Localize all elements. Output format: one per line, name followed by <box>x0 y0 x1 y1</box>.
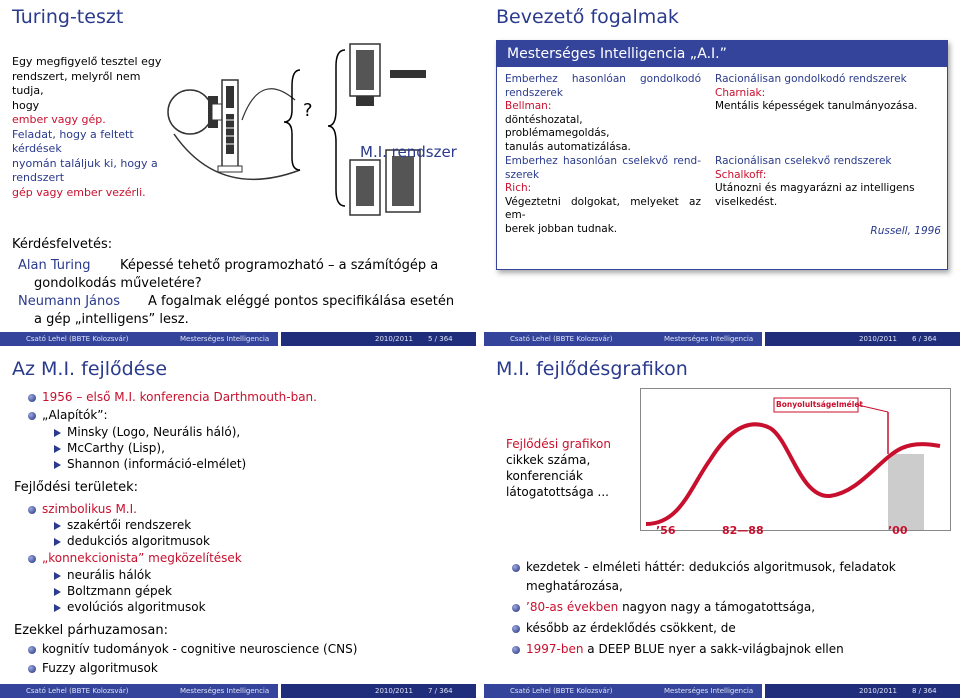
slide-title: Bevezető fogalmak <box>496 6 679 28</box>
desc-line: konferenciák <box>506 469 583 483</box>
item-text: Shannon (információ-elmélet) <box>67 457 247 471</box>
turing-test-illustration <box>160 30 460 230</box>
ai-definitions-block <box>496 40 948 270</box>
cell-act-rational <box>715 155 943 209</box>
q2-text-a: A fogalmak eléggé pontos specifikálása esetén <box>148 294 455 309</box>
bullet-icon <box>512 564 520 572</box>
item-text: evolúciós algoritmusok <box>67 600 206 614</box>
item-text: „Alapítók”: <box>42 408 108 422</box>
intro-line: rendszert, melyről nem tudja, <box>12 69 141 97</box>
item-text: szimbolikus M.I. <box>42 502 137 516</box>
slide-title: Az M.I. fejlődése <box>12 358 168 380</box>
slide-ai-development <box>0 352 476 698</box>
footer-course: Mesterséges Intelligencia <box>180 335 270 343</box>
cell-line: rendszerek <box>505 86 563 99</box>
slide-footer <box>0 332 476 346</box>
cell-author: Rich: <box>505 182 532 194</box>
footer-page: 6 / 364 <box>912 335 937 343</box>
sub-item <box>54 425 240 439</box>
cell-line: Emberhez hasonlóan gondolkodó <box>505 73 701 85</box>
footer-author: Csató Lehel (BBTE Kolozsvár) <box>26 335 129 343</box>
list-item <box>28 408 108 422</box>
bullet-icon <box>28 412 36 420</box>
cell-line: Racionálisan cselekvő rendszerek <box>715 155 892 167</box>
item-text: ’80-as években <box>526 600 619 614</box>
mi-system-label: M.I. rendszer <box>360 143 457 161</box>
cell-author: Charniak: <box>715 86 766 99</box>
x-label: 82—88 <box>722 524 764 537</box>
list-item <box>28 642 357 656</box>
q2-text-b: a gép „intelligens” lesz. <box>34 312 189 327</box>
item-text: dedukciós algoritmusok <box>67 534 210 548</box>
item-text: a DEEP BLUE nyer a sakk-világbajnok ellen <box>583 642 844 656</box>
footer-page: 8 / 364 <box>912 687 937 695</box>
cell-think-rational <box>715 73 943 114</box>
cell-line: tanulás automatizálása. <box>505 140 631 153</box>
triangle-bullet-icon <box>54 522 61 530</box>
item-text: „konnekcionista” megközelítések <box>42 551 242 565</box>
slide-title: M.I. fejlődésgrafikon <box>496 358 688 380</box>
cell-line: Emberhez hasonlóan cselekvő rend- <box>505 155 701 167</box>
development-curve <box>640 388 952 532</box>
complexity-label: Bonyolultságelmélet <box>776 400 864 409</box>
triangle-bullet-icon <box>54 604 61 612</box>
slide-turing-test <box>0 0 476 346</box>
citation: Russell, 1996 <box>870 225 941 237</box>
footer-year: 2010/2011 <box>375 687 413 695</box>
footer-author: Csató Lehel (BBTE Kolozsvár) <box>510 687 613 695</box>
list-item <box>512 642 844 656</box>
item-text: nagyon nagy a támogatottsága, <box>618 600 816 614</box>
triangle-bullet-icon <box>54 572 61 580</box>
cell-think-human <box>505 73 701 154</box>
item-text: kognitív tudományok - cognitive neuroscience (CNS) <box>42 642 358 656</box>
section-label: Fejlődési területek: <box>14 480 139 495</box>
shaded-region <box>888 454 924 530</box>
cell-line: szerek <box>505 168 540 181</box>
slide-footer <box>484 684 960 698</box>
slide-basic-concepts <box>484 0 960 346</box>
triangle-bullet-icon <box>54 445 61 453</box>
sub-item <box>54 584 172 598</box>
item-text: Fuzzy algoritmusok <box>42 661 158 675</box>
slide-footer <box>484 332 960 346</box>
cell-author: Bellman: <box>505 100 552 112</box>
bullet-icon <box>28 646 36 654</box>
intro-line: gép vagy ember vezérli. <box>12 185 146 199</box>
graph-description <box>506 436 636 500</box>
list-item <box>512 621 736 635</box>
question-mark: ? <box>303 100 313 121</box>
bullet-icon <box>28 394 36 402</box>
sub-item <box>54 441 165 455</box>
cell-line: Mentális képességek tanulmányozása. <box>715 100 918 112</box>
cell-line: viselkedést. <box>715 195 778 208</box>
footer-year: 2010/2011 <box>375 335 413 343</box>
list-item <box>28 502 137 516</box>
item-text: 1956 – első M.I. konferencia Darthmouth-ban. <box>42 390 317 404</box>
intro-line: Egy megfigyelő tesztel egy <box>12 55 162 68</box>
cell-act-human <box>505 155 701 236</box>
item-text: 1997-ben <box>526 642 584 656</box>
q1-text-a: Képessé tehető programozható – a számítógép a <box>120 258 439 273</box>
item-text: Minsky (Logo, Neurális háló), <box>67 425 241 439</box>
section-label: Ezekkel párhuzamosan: <box>14 623 168 638</box>
bullet-icon <box>28 506 36 514</box>
intro-line: ember vagy gép. <box>12 113 106 126</box>
q1-text-b: gondolkodás műveletére? <box>34 276 202 291</box>
item-text: neurális hálók <box>67 568 152 582</box>
intro-line: Feladat, hogy a feltett kérdések <box>12 127 134 155</box>
slide-title: Turing-teszt <box>12 6 124 28</box>
slide-ai-development-graph <box>484 352 960 698</box>
desc-line: cikkek száma, <box>506 453 591 467</box>
bullet-icon <box>28 665 36 673</box>
list-item <box>512 560 896 574</box>
item-text: kezdetek - elméleti háttér: dedukciós algoritmusok, feladatok <box>526 560 896 574</box>
sub-item <box>54 457 246 471</box>
footer-course: Mesterséges Intelligencia <box>664 687 754 695</box>
desc-line: látogatottsága ... <box>506 485 609 499</box>
intro-line: nyomán találjuk ki, hogy a <box>12 156 158 170</box>
item-text: szakértői rendszerek <box>67 518 192 532</box>
q2-name: Neumann János <box>18 294 120 309</box>
bullet-icon <box>28 555 36 563</box>
footer-year: 2010/2011 <box>859 335 897 343</box>
x-label: ’00 <box>888 524 908 537</box>
question-heading: Kérdésfelvetés: <box>12 237 113 252</box>
item-text: Boltzmann gépek <box>67 584 172 598</box>
bullet-icon <box>512 604 520 612</box>
terminal-icon <box>218 80 242 172</box>
footer-course: Mesterséges Intelligencia <box>180 687 270 695</box>
sub-item <box>54 600 206 614</box>
footer-year: 2010/2011 <box>859 687 897 695</box>
intro-line: rendszert <box>12 171 65 184</box>
cell-line: döntéshozatal, <box>505 113 583 126</box>
slide-footer <box>0 684 476 698</box>
intro-text <box>12 55 172 200</box>
bullet-icon <box>512 646 520 654</box>
list-item-continued: meghatározása, <box>526 579 623 593</box>
footer-page: 7 / 364 <box>428 687 453 695</box>
cell-line: Utánozni és magyarázni az intelligens <box>715 182 915 194</box>
bullet-icon <box>512 625 520 633</box>
triangle-bullet-icon <box>54 538 61 546</box>
block-title: Mesterséges Intelligencia „A.I.” <box>497 41 947 67</box>
cell-line: berek jobban tudnak. <box>505 222 618 235</box>
q1-text <box>120 258 438 273</box>
desc-line: Fejlődési grafikon <box>506 437 611 451</box>
item-text: McCarthy (Lisp), <box>67 441 165 455</box>
sub-item <box>54 518 191 532</box>
cell-line: problémamegoldás, <box>505 127 610 139</box>
sub-item <box>54 534 210 548</box>
triangle-bullet-icon <box>54 429 61 437</box>
list-item <box>28 390 317 404</box>
list-item <box>28 661 158 675</box>
footer-author: Csató Lehel (BBTE Kolozsvár) <box>26 687 129 695</box>
cell-author: Schalkoff: <box>715 168 767 181</box>
computer-icon <box>350 44 426 106</box>
cell-line: Végeztetni dolgokat, melyeket az em- <box>505 195 701 221</box>
footer-author: Csató Lehel (BBTE Kolozsvár) <box>510 335 613 343</box>
intro-line: hogy <box>12 98 40 112</box>
triangle-bullet-icon <box>54 461 61 469</box>
x-label: ’56 <box>656 524 676 537</box>
list-item <box>512 600 815 614</box>
triangle-bullet-icon <box>54 588 61 596</box>
item-text: később az érdeklődés csökkent, de <box>526 621 736 635</box>
q1-name: Alan Turing <box>18 258 91 273</box>
cell-line: Racionálisan gondolkodó rendszerek <box>715 73 907 85</box>
observer-icon <box>168 90 222 134</box>
list-item <box>28 551 242 565</box>
footer-page: 5 / 364 <box>428 335 453 343</box>
footer-course: Mesterséges Intelligencia <box>664 335 754 343</box>
sub-item <box>54 568 151 582</box>
